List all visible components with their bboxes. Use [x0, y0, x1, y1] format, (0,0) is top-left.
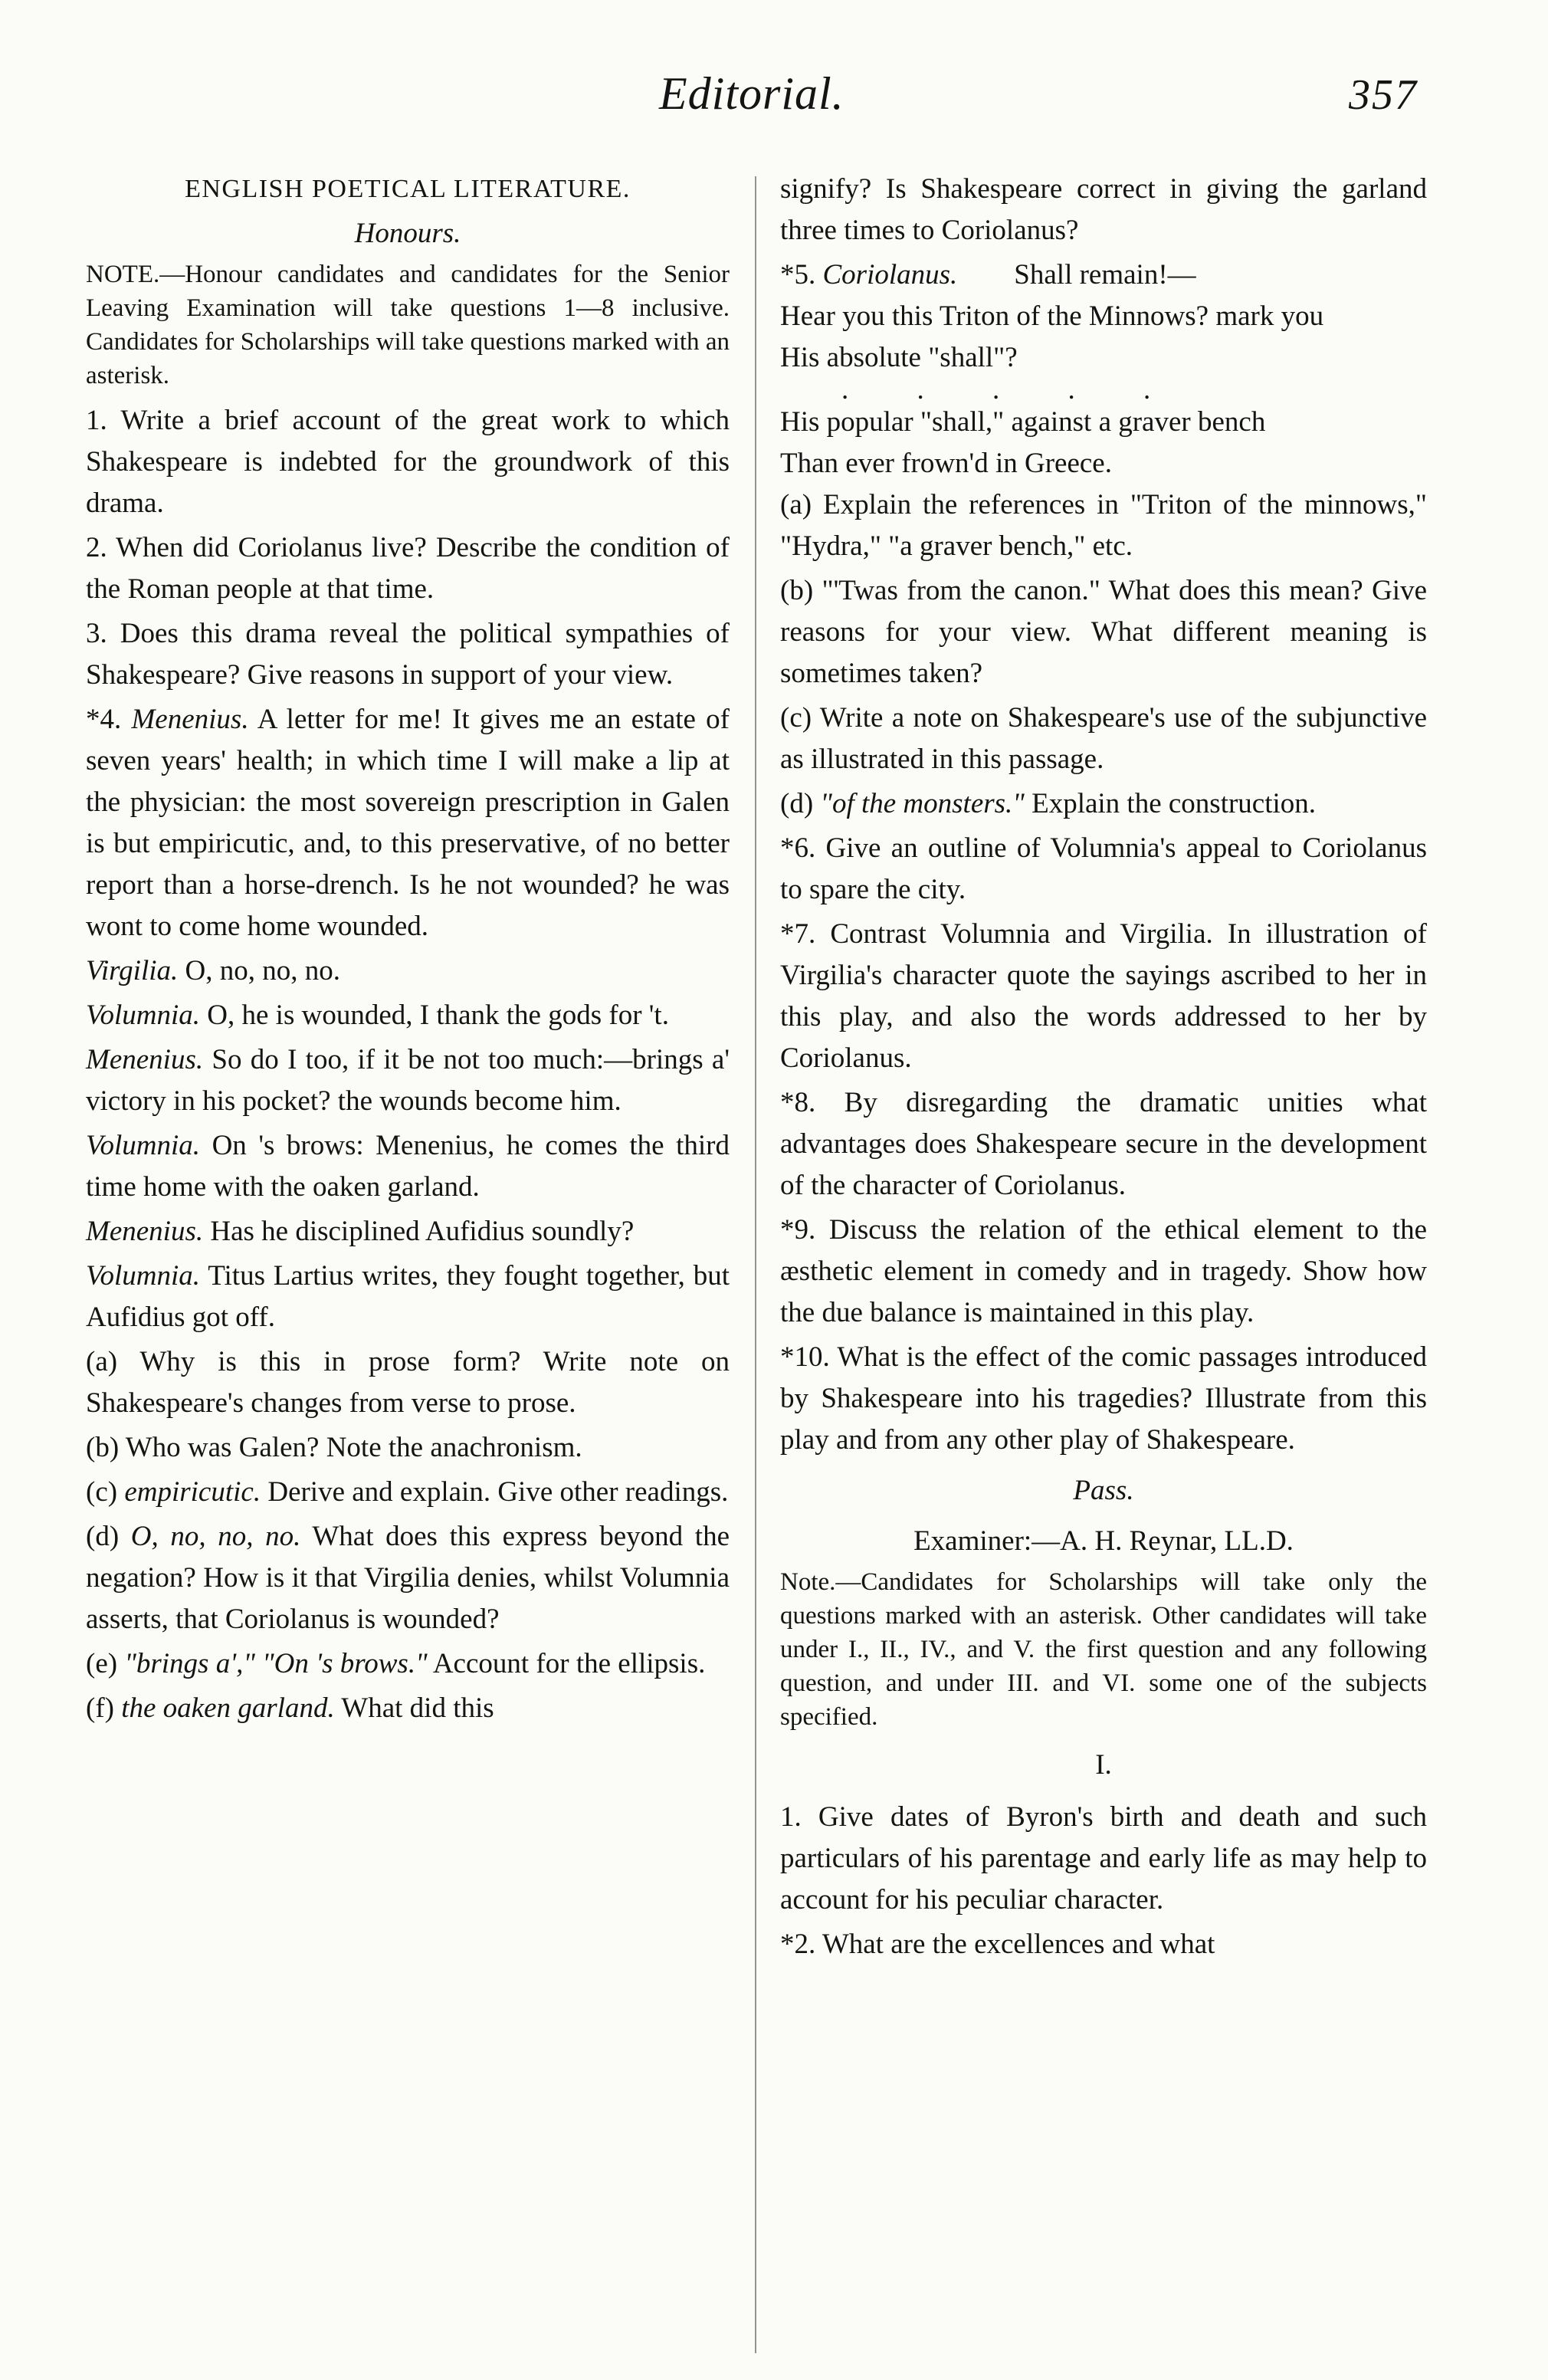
sub-question-a: (a) Explain the references in "Triton of the minnows," "Hydra," "a graver bench," etc.	[780, 489, 1427, 562]
sub-question-d	[86, 1516, 730, 1640]
speaker-name: Volumnia.	[86, 1000, 201, 1031]
sub-question-c	[86, 1472, 730, 1513]
left-column	[86, 169, 730, 1732]
speaker-name: Menenius.	[131, 704, 249, 735]
sub-question-e	[86, 1643, 730, 1685]
sub-question-b: (b) "'Twas from the canon." What does this mean? Give reasons for your view. What different meaning is sometimes taken?	[780, 575, 1427, 689]
column-divider	[755, 176, 756, 2353]
verse-line: Hear you this Triton of the Minnows? mark you	[780, 300, 1324, 332]
quoted-term: the oaken garland.	[121, 1692, 335, 1724]
sub-question-text: What does this express beyond the negation? How is it that Virgilia denies, whilst Volumnia asserts, that Coriolanus is wounded?	[86, 1521, 730, 1635]
sub-question-label: (f)	[86, 1692, 114, 1724]
examiner-line: Examiner:—A. H. Reynar, LL.D.	[913, 1525, 1294, 1557]
question-8: *8. By disregarding the dramatic unities what advantages does Shakespeare secure in the development of the character of Coriolanus.	[780, 1087, 1427, 1201]
dialogue-line	[86, 1125, 730, 1208]
question-3: 3. Does this drama reveal the political sympathies of Shakespeare? Give reasons in support of your view.	[86, 618, 730, 691]
verse-line: His absolute "shall"?	[780, 342, 1018, 373]
sub-question-text: What did this	[341, 1692, 494, 1724]
verse-line	[780, 254, 1427, 296]
speaker-name: Menenius.	[86, 1044, 204, 1075]
question-5-number: *5.	[780, 259, 816, 291]
question-continuation: signify? Is Shakespeare correct in giving the garland three times to Coriolanus?	[780, 173, 1427, 246]
honours-note: NOTE.—Honour candidates and candidates for the Senior Leaving Examination will take questions 1—8 inclusive. Candidates for Scholarships will take questions marked with an asterisk.	[86, 261, 730, 389]
speaker-name: Volumnia.	[86, 1260, 201, 1292]
question-10: *10. What is the effect of the comic passages introduced by Shakespeare into his tragedies? Illustrate from this play and from any other play of Shakespeare.	[780, 1341, 1427, 1456]
speaker-name: Volumnia.	[86, 1130, 201, 1161]
passage-text: A letter for me! It gives me an estate of seven years' health; in which time I will make a lip at the physician: the most sovereign prescription in Galen is but empiricutic, and, to this preservative, of no better report than a horse-drench. Is he not wounded? he was wont to come home wounded.	[86, 704, 730, 942]
pass-question-2: *2. What are the excellences and what	[780, 1929, 1215, 1960]
running-head	[0, 67, 1548, 136]
verse-line: Than ever frown'd in Greece.	[780, 448, 1112, 479]
quoted-term: "brings a'," "On 's brows."	[124, 1648, 428, 1679]
exam-title: ENGLISH POETICAL LITERATURE.	[185, 175, 631, 203]
speaker-name: Menenius.	[86, 1216, 204, 1247]
passage-text: Has he disciplined Aufidius soundly?	[210, 1216, 635, 1247]
quoted-term: "of the monsters."	[820, 788, 1025, 819]
passage-text: O, no, no, no.	[185, 955, 340, 986]
verse-text: Shall remain!—	[1014, 259, 1196, 291]
sub-question-label: (d)	[780, 788, 814, 819]
sub-question-f	[86, 1688, 730, 1729]
quoted-term: O, no, no, no.	[130, 1521, 301, 1552]
pass-heading: Pass.	[1073, 1475, 1134, 1506]
question-9: *9. Discuss the relation of the ethical element to the æsthetic element in comedy and in tragedy. Show how the due balance is maintained in this play.	[780, 1214, 1427, 1328]
passage-text: Titus Lartius writes, they fought together, but Aufidius got off.	[86, 1260, 730, 1333]
page-number: 357	[1349, 71, 1418, 119]
sub-question-label: (e)	[86, 1648, 118, 1679]
right-column	[780, 169, 1427, 1968]
passage-text: On 's brows: Menenius, he comes the third time home with the oaken garland.	[86, 1130, 730, 1203]
question-4-number: *4.	[86, 704, 122, 735]
sub-question-text: Account for the ellipsis.	[432, 1648, 706, 1679]
passage-text: O, he is wounded, I thank the gods for 't.	[207, 1000, 669, 1031]
question-5	[780, 254, 1427, 484]
sub-question-c: (c) Write a note on Shakespeare's use of the subjunctive as illustrated in this passage.	[780, 702, 1427, 775]
ellipsis-dots: . . . . .	[841, 374, 1182, 405]
section-numeral: I.	[1095, 1749, 1112, 1781]
dialogue-line	[86, 1256, 730, 1338]
question-6: *6. Give an outline of Volumnia's appeal to Coriolanus to spare the city.	[780, 832, 1427, 905]
sub-question-b: (b) Who was Galen? Note the anachronism.	[86, 1432, 582, 1463]
section-title: Editorial.	[659, 68, 845, 119]
speaker-name: Virgilia.	[86, 955, 179, 986]
pass-question-1: 1. Give dates of Byron's birth and death and such particulars of his parentage and early life as may help to account for his peculiar character.	[780, 1801, 1427, 1915]
quoted-term: empiricutic.	[124, 1476, 261, 1508]
sub-question-label: (d)	[86, 1521, 120, 1552]
dialogue-line	[86, 1039, 730, 1122]
dialogue-line	[86, 950, 730, 992]
pass-note: Note.—Candidates for Scholarships will take only the questions marked with an asterisk. Other candidates will take under I., II., IV., and V. the first question and any following question, and under III. and VI. some one of the subjects specified.	[780, 1568, 1427, 1731]
question-7: *7. Contrast Volumnia and Virgilia. In illustration of Virgilia's character quote the sayings ascribed to her in this play, and also the words addressed to her by Coriolanus.	[780, 918, 1427, 1074]
exam-subtitle: Honours.	[354, 218, 461, 249]
sub-question-text: Explain the construction.	[1031, 788, 1317, 819]
sub-question-label: (c)	[86, 1476, 118, 1508]
passage-text: So do I too, if it be not too much:—brings a' victory in his pocket? the wounds become him.	[86, 1044, 730, 1117]
sub-question-a: (a) Why is this in prose form? Write note on Shakespeare's changes from verse to prose.	[86, 1346, 730, 1419]
question-4	[86, 699, 730, 947]
sub-question-d	[780, 783, 1427, 825]
speaker-name: Coriolanus.	[822, 259, 958, 291]
sub-question-text: Derive and explain. Give other readings.	[267, 1476, 729, 1508]
dialogue-line	[86, 995, 730, 1036]
question-1: 1. Write a brief account of the great work to which Shakespeare is indebted for the groundwork of this drama.	[86, 405, 730, 519]
verse-line: His popular "shall," against a graver bench	[780, 406, 1266, 438]
dialogue-line	[86, 1211, 730, 1252]
question-2: 2. When did Coriolanus live? Describe the condition of the Roman people at that time.	[86, 532, 730, 605]
